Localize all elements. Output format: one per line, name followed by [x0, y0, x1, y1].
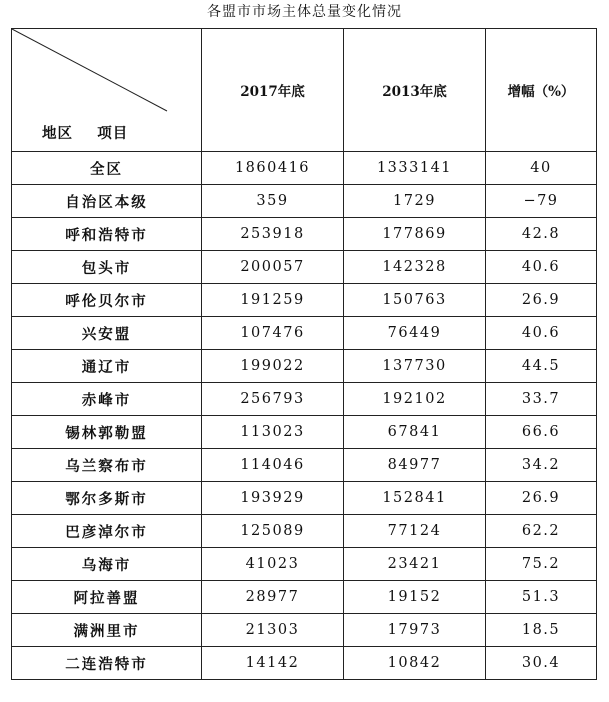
column-header-2017: 2017年底: [202, 29, 344, 152]
value-2013-cell: 1729: [344, 185, 486, 218]
table-row: [12, 581, 597, 614]
value-2017-cell: 253918: [202, 218, 344, 251]
value-2013-cell: 137730: [344, 350, 486, 383]
region-cell: 包头市: [12, 251, 202, 284]
growth-cell: 30.4: [486, 647, 597, 680]
table-row: [12, 416, 597, 449]
table-header-row: [12, 29, 597, 152]
region-cell: 巴彦淖尔市: [12, 515, 202, 548]
value-2013-cell: 152841: [344, 482, 486, 515]
value-2013-cell: 23421: [344, 548, 486, 581]
region-cell: 满洲里市: [12, 614, 202, 647]
table-row: [12, 647, 597, 680]
growth-cell: 44.5: [486, 350, 597, 383]
value-2013-cell: 192102: [344, 383, 486, 416]
region-cell: 赤峰市: [12, 383, 202, 416]
table-row: [12, 317, 597, 350]
growth-cell: 26.9: [486, 482, 597, 515]
growth-cell: 33.7: [486, 383, 597, 416]
growth-cell: 51.3: [486, 581, 597, 614]
growth-cell: 66.6: [486, 416, 597, 449]
value-2017-cell: 191259: [202, 284, 344, 317]
value-2017-cell: 125089: [202, 515, 344, 548]
value-2017-cell: 359: [202, 185, 344, 218]
table-row: [12, 185, 597, 218]
table-title: 各盟市市场主体总量变化情况: [207, 4, 402, 20]
table-row: [12, 284, 597, 317]
table-row: [12, 515, 597, 548]
growth-cell: 34.2: [486, 449, 597, 482]
value-2013-cell: 17973: [344, 614, 486, 647]
growth-cell: 40.6: [486, 317, 597, 350]
table-row: [12, 350, 597, 383]
value-2013-cell: 177869: [344, 218, 486, 251]
value-2013-cell: 84977: [344, 449, 486, 482]
value-2017-cell: 28977: [202, 581, 344, 614]
market-entities-table: [11, 28, 597, 680]
value-2017-cell: 199022: [202, 350, 344, 383]
table-row: [12, 152, 597, 185]
growth-cell: 75.2: [486, 548, 597, 581]
value-2017-cell: 256793: [202, 383, 344, 416]
value-2017-cell: 113023: [202, 416, 344, 449]
region-cell: 乌海市: [12, 548, 202, 581]
value-2013-cell: 76449: [344, 317, 486, 350]
growth-cell: 18.5: [486, 614, 597, 647]
value-2013-cell: 1333141: [344, 152, 486, 185]
value-2017-cell: 41023: [202, 548, 344, 581]
table-row: [12, 449, 597, 482]
table-row: [12, 548, 597, 581]
value-2013-cell: 10842: [344, 647, 486, 680]
growth-cell: 40: [486, 152, 597, 185]
value-2013-cell: 67841: [344, 416, 486, 449]
region-cell: 乌兰察布市: [12, 449, 202, 482]
value-2017-cell: 107476: [202, 317, 344, 350]
value-2013-cell: 19152: [344, 581, 486, 614]
region-cell: 二连浩特市: [12, 647, 202, 680]
table-row: [12, 614, 597, 647]
table-row: [12, 482, 597, 515]
value-2017-cell: 193929: [202, 482, 344, 515]
growth-cell: 26.9: [486, 284, 597, 317]
table-row: [12, 218, 597, 251]
region-cell: 全区: [12, 152, 202, 185]
value-2013-cell: 77124: [344, 515, 486, 548]
column-header-2013: 2013年底: [344, 29, 486, 152]
value-2017-cell: 21303: [202, 614, 344, 647]
value-2017-cell: 14142: [202, 647, 344, 680]
value-2017-cell: 200057: [202, 251, 344, 284]
region-cell: 兴安盟: [12, 317, 202, 350]
table-row: [12, 383, 597, 416]
growth-cell: 40.6: [486, 251, 597, 284]
region-cell: 鄂尔多斯市: [12, 482, 202, 515]
growth-cell: 42.8: [486, 218, 597, 251]
value-2013-cell: 150763: [344, 284, 486, 317]
value-2017-cell: 1860416: [202, 152, 344, 185]
value-2017-cell: 114046: [202, 449, 344, 482]
region-cell: 呼和浩特市: [12, 218, 202, 251]
region-cell: 锡林郭勒盟: [12, 416, 202, 449]
growth-cell: 62.2: [486, 515, 597, 548]
corner-label: 地区 项目: [42, 125, 129, 142]
region-cell: 自治区本级: [12, 185, 202, 218]
column-header-growth: 增幅（%）: [486, 29, 597, 152]
region-cell: 通辽市: [12, 350, 202, 383]
value-2013-cell: 142328: [344, 251, 486, 284]
region-cell: 呼伦贝尔市: [12, 284, 202, 317]
growth-cell: −79: [486, 185, 597, 218]
table-row: [12, 251, 597, 284]
diagonal-header-cell: [12, 29, 202, 152]
region-cell: 阿拉善盟: [12, 581, 202, 614]
